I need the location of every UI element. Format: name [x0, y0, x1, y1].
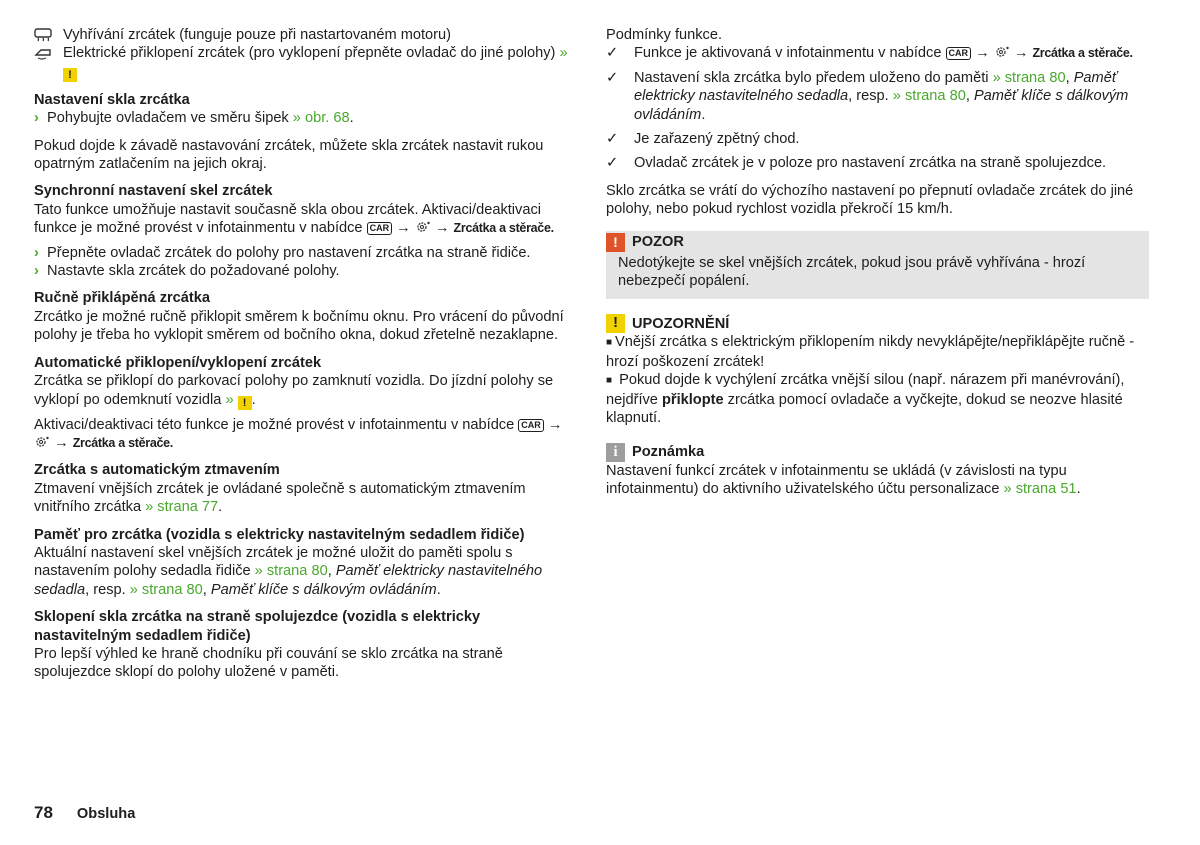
caution-text: Nedotýkejte se skel vnějších zrcátek, pokud jsou právě vyhřívána - hrozí nebezpečí popálení. [618, 254, 1086, 290]
glass-heading: Nastavení skla zrcátka [34, 91, 190, 108]
auto-warning-link[interactable]: » [225, 391, 234, 408]
dim-text: Ztmavení vnějších zrcátek je ovládané společně s automatickým ztmavením vnitřního zrcátka » strana 77. [34, 480, 526, 516]
page-number: 78 [34, 803, 53, 822]
auto-text: Zrcátka se přiklopí do parkovací polohy po zamknutí vozidla. Do jízdní polohy se vyklopí po odemknutí vozidla » ! . [34, 373, 554, 409]
page-link[interactable]: » strana 80 [129, 581, 203, 598]
conditions-heading: Podmínky funkce. [606, 27, 722, 43]
mem-text: Aktuální nastavení skel vnějších zrcátek je možné uložit do paměti spolu s nastavením polohy sedadla řidiče » strana 80, Paměť elektricky nastavitelného sedadla, resp. » strana 80, Paměť klíče s dálkovým ovládáním. [34, 544, 543, 598]
page-link[interactable]: » strana 77 [145, 499, 219, 516]
sync-heading: Synchronní nastavení skel zrcátek [34, 183, 273, 200]
caution-icon: ! [606, 233, 625, 252]
check-icon: ✓ [606, 45, 619, 62]
caution-header [606, 231, 1149, 254]
notice-item-2: ■ Pokud dojde k vychýlení zrcátka vnější silou (např. nárazem při manévrování), nejdříve přiklopte zrcátka pomocí ovladače a vyčkejte, dokud se neozve hlasité klapnutí. [606, 371, 1149, 427]
condition-2: ✓ Nastavení skla zrcátka bylo předem uloženo do paměti » strana 80, Paměť elektricky nastavitelného sedadla, resp. » strana 80, Paměť klíče s dálkovým ovládáním. [606, 69, 1129, 123]
manual-text: Zrcátko je možné ručně přiklopit směrem k bočnímu oknu. Pro vrácení do původní polohy je třeba ho vyklopit směrem od bočního okna, dokud zřetelně nezaklapne. [34, 308, 564, 344]
car-icon: CAR [518, 419, 544, 432]
notice-item-1: ■ Vnější zrcátka s elektrickým přiklopením nikdy nevyklápějte/nepřiklápějte ručně - hrozí poškození zrcátek! [606, 333, 1149, 371]
menu-path: Zrcátka a stěrače. [1032, 46, 1133, 61]
warning-icon: ! [238, 396, 252, 410]
sync-step-1: › Přepněte ovladač zrcátek do polohy pro nastavení zrcátka na straně řidiče. [34, 244, 531, 261]
page-link[interactable]: » strana 80 [892, 88, 966, 105]
glass-step: › Pohybujte ovladačem ve směru šipek » obr. 68. [34, 110, 354, 127]
step-arrow-icon: › [34, 263, 39, 280]
auto-text-2: Aktivaci/deaktivaci této funkce je možné provést v infotainmentu v nabídce CAR → → Zrcátka a stěrače. [34, 416, 563, 451]
page-link[interactable]: » strana 80 [992, 69, 1066, 86]
sync-step-2: › Nastavte skla zrcátek do požadované polohy. [34, 263, 340, 280]
info-icon: i [606, 443, 625, 462]
reset-text: Sklo zrcátka se vrátí do výchozího nastavení po přepnutí ovladače zrcátek do jiné polohy, nebo pokud rychlost vozidla překročí 15 km/h. [606, 182, 1134, 218]
check-icon: ✓ [606, 155, 619, 172]
gear-icon [415, 220, 431, 234]
section-memory [34, 526, 579, 600]
page-footer [34, 804, 135, 823]
gear-icon [34, 435, 50, 449]
warning-icon: ! [63, 68, 77, 82]
caution-title: POZOR [632, 233, 684, 250]
condition-3: ✓ Je zařazený zpětný chod. [606, 131, 800, 148]
manual-heading: Ručně přiklápěná zrcátka [34, 290, 211, 307]
notice-icon: ! [606, 314, 625, 333]
menu-path: Zrcátka a stěrače. [453, 221, 554, 236]
tilt-heading: Sklopení skla zrcátka na straně spolujezdce (vozidla s elektricky nastavitelným sedadlem řidiče) [34, 609, 481, 644]
caution-box [606, 231, 1149, 300]
note-header [606, 443, 1149, 462]
condition-1: ✓ Funkce je aktivovaná v infotainmentu v nabídce CAR → → Zrcátka a stěrače. [606, 45, 1133, 62]
fold-mirror-row: Elektrické přiklopení zrcátek (pro vyklopení přepněte ovladač do jiné polohy) » ! [34, 44, 579, 81]
sync-text: Tato funkce umožňuje nastavit současně skla obou zrcátek. Aktivaci/deaktivaci funkce je možné provést v infotainmentu v nabídce CAR → → Zrcátka a stěrače. [34, 201, 554, 237]
tilt-text: Pro lepší výhled ke hraně chodníku při couvání se sklo zrcátka na straně spolujezdce sklopí do polohy uložené v paměti. [34, 645, 503, 681]
section-sync [34, 182, 579, 280]
page-link[interactable]: » strana 51 [1003, 480, 1077, 497]
check-icon: ✓ [606, 131, 619, 148]
section-glass [34, 91, 579, 128]
section-tilt [34, 608, 579, 682]
fold-mirror-icon [34, 46, 52, 60]
section-dimming [34, 461, 579, 516]
figure-link[interactable]: » obr. 68 [292, 110, 350, 127]
condition-4: ✓ Ovladač zrcátek je v poloze pro nastavení zrcátka na straně spolujezdce. [606, 155, 1107, 172]
menu-path: Zrcátka a stěrače. [72, 435, 173, 450]
step-arrow-icon: › [34, 244, 39, 261]
auto-heading: Automatické přiklopení/vyklopení zrcátek [34, 354, 322, 371]
note-title: Poznámka [632, 443, 705, 460]
notice-title: UPOZORNĚNÍ [632, 315, 730, 332]
notice-header [606, 314, 1149, 333]
note-text: Nastavení funkcí zrcátek v infotainmentu se ukládá (v závislosti na typu infotainmentu) do aktivního uživatelského účtu personalizace » strana 51. [606, 462, 1081, 497]
heated-mirror-row: Vyhřívání zrcátek (funguje pouze při nastartovaném motoru) [34, 26, 579, 44]
car-icon: CAR [367, 222, 393, 235]
section-auto-fold [34, 354, 579, 453]
step-arrow-icon: › [34, 110, 39, 127]
section-title: Obsluha [76, 806, 136, 822]
car-icon: CAR [946, 47, 972, 60]
left-column [34, 26, 579, 682]
heated-mirror-icon [34, 28, 52, 42]
mem-heading: Paměť pro zrcátka (vozidla s elektricky nastavitelným sedadlem řidiče) [34, 526, 525, 543]
gear-icon [994, 45, 1010, 59]
dim-heading: Zrcátka s automatickým ztmavením [34, 462, 280, 479]
glass-note: Pokud dojde k závadě nastavování zrcátek, můžete skla zrcátek nastavit rukou opatrným zatlačením na jejich okraj. [34, 137, 544, 173]
right-column [606, 26, 1149, 498]
fold-warning-link[interactable]: » [559, 45, 568, 62]
section-manual [34, 289, 579, 344]
page-link[interactable]: » strana 80 [254, 563, 328, 580]
check-icon: ✓ [606, 69, 619, 86]
